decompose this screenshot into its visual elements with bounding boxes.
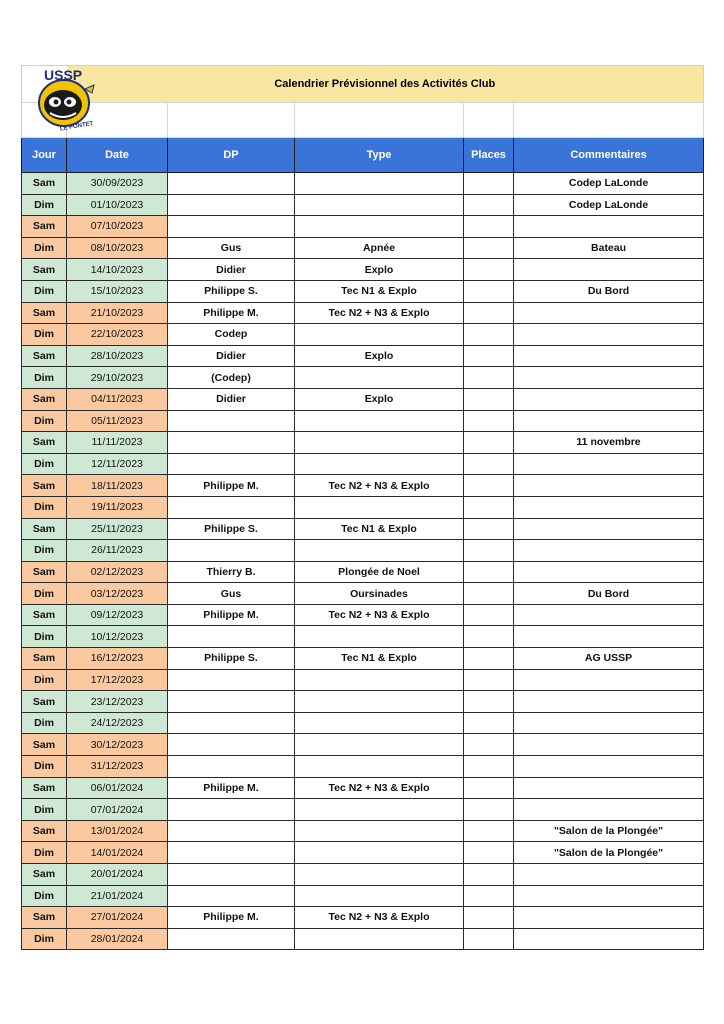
date-cell: 27/01/2024 (67, 907, 168, 929)
type-cell: Apnée (295, 237, 464, 259)
date-cell: 06/01/2024 (67, 777, 168, 799)
day-cell: Dim (22, 410, 67, 432)
dp-cell: Philippe M. (168, 907, 295, 929)
day-cell: Dim (22, 237, 67, 259)
dp-cell (168, 756, 295, 778)
dp-cell (168, 820, 295, 842)
table-row (22, 648, 704, 670)
comment-cell (514, 324, 704, 346)
comment-cell (514, 561, 704, 583)
places-cell (464, 475, 514, 497)
spacer-cell (295, 103, 464, 138)
table-row (22, 669, 704, 691)
comment-cell (514, 453, 704, 475)
dp-cell (168, 194, 295, 216)
dp-cell: Philippe M. (168, 475, 295, 497)
comment-cell (514, 669, 704, 691)
places-cell (464, 237, 514, 259)
comment-cell: Du Bord (514, 583, 704, 605)
type-cell (295, 496, 464, 518)
table-row (22, 691, 704, 713)
type-cell: Tec N1 & Explo (295, 648, 464, 670)
places-cell (464, 669, 514, 691)
dp-cell (168, 799, 295, 821)
table-row (22, 734, 704, 756)
type-cell (295, 928, 464, 950)
date-cell: 13/01/2024 (67, 820, 168, 842)
type-cell (295, 324, 464, 346)
dp-cell (168, 626, 295, 648)
day-cell: Dim (22, 928, 67, 950)
places-cell (464, 648, 514, 670)
day-cell: Sam (22, 302, 67, 324)
date-cell: 02/12/2023 (67, 561, 168, 583)
day-cell: Sam (22, 907, 67, 929)
date-cell: 21/10/2023 (67, 302, 168, 324)
dp-cell: Gus (168, 583, 295, 605)
comment-cell (514, 626, 704, 648)
date-cell: 20/01/2024 (67, 864, 168, 886)
date-cell: 30/12/2023 (67, 734, 168, 756)
logo-title-text: USSP (44, 67, 83, 83)
dp-cell (168, 669, 295, 691)
logo-cell (22, 66, 94, 133)
comment-cell (514, 345, 704, 367)
places-cell (464, 173, 514, 195)
comment-cell (514, 799, 704, 821)
comment-cell (514, 302, 704, 324)
dp-cell (168, 410, 295, 432)
day-cell: Dim (22, 194, 67, 216)
places-cell (464, 928, 514, 950)
type-cell: Tec N2 + N3 & Explo (295, 604, 464, 626)
type-cell: Explo (295, 388, 464, 410)
table-row (22, 432, 704, 454)
comment-cell (514, 540, 704, 562)
date-cell: 01/10/2023 (67, 194, 168, 216)
date-cell: 17/12/2023 (67, 669, 168, 691)
dp-cell (168, 712, 295, 734)
date-cell: 07/10/2023 (67, 216, 168, 238)
date-cell: 05/11/2023 (67, 410, 168, 432)
day-cell: Dim (22, 324, 67, 346)
dp-cell: Philippe M. (168, 604, 295, 626)
dp-cell (168, 842, 295, 864)
type-cell: Tec N1 & Explo (295, 518, 464, 540)
type-cell (295, 216, 464, 238)
date-cell: 26/11/2023 (67, 540, 168, 562)
table-row (22, 712, 704, 734)
day-cell: Sam (22, 345, 67, 367)
type-cell: Tec N2 + N3 & Explo (295, 907, 464, 929)
comment-cell: AG USSP (514, 648, 704, 670)
day-cell: Dim (22, 367, 67, 389)
places-cell (464, 432, 514, 454)
type-cell (295, 734, 464, 756)
date-cell: 08/10/2023 (67, 237, 168, 259)
date-cell: 14/10/2023 (67, 259, 168, 281)
comment-cell (514, 734, 704, 756)
table-row (22, 518, 704, 540)
table-row (22, 928, 704, 950)
day-cell: Dim (22, 756, 67, 778)
type-cell (295, 799, 464, 821)
dp-cell: Didier (168, 388, 295, 410)
type-cell (295, 173, 464, 195)
table-row (22, 799, 704, 821)
type-cell: Tec N2 + N3 & Explo (295, 475, 464, 497)
col-header-places: Places (464, 138, 514, 173)
places-cell (464, 194, 514, 216)
comment-cell: "Salon de la Plongée" (514, 842, 704, 864)
comment-cell: Du Bord (514, 280, 704, 302)
day-cell: Dim (22, 280, 67, 302)
date-cell: 10/12/2023 (67, 626, 168, 648)
comment-cell (514, 885, 704, 907)
dp-cell: Thierry B. (168, 561, 295, 583)
dp-cell: Philippe S. (168, 518, 295, 540)
day-cell: Sam (22, 691, 67, 713)
comment-cell (514, 518, 704, 540)
table-row (22, 388, 704, 410)
places-cell (464, 453, 514, 475)
day-cell: Sam (22, 173, 67, 195)
comment-cell: Codep LaLonde (514, 173, 704, 195)
col-header-type: Type (295, 138, 464, 173)
table-row (22, 302, 704, 324)
comment-cell: "Salon de la Plongée" (514, 820, 704, 842)
comment-cell (514, 388, 704, 410)
table-row (22, 345, 704, 367)
type-cell (295, 540, 464, 562)
day-cell: Dim (22, 842, 67, 864)
day-cell: Sam (22, 216, 67, 238)
day-cell: Sam (22, 259, 67, 281)
table-row (22, 259, 704, 281)
type-cell (295, 820, 464, 842)
comment-cell (514, 259, 704, 281)
comment-cell (514, 475, 704, 497)
table-row (22, 280, 704, 302)
date-cell: 18/11/2023 (67, 475, 168, 497)
comment-cell (514, 604, 704, 626)
comment-cell (514, 777, 704, 799)
table-row (22, 604, 704, 626)
places-cell (464, 799, 514, 821)
comment-cell (514, 496, 704, 518)
day-cell: Dim (22, 453, 67, 475)
comment-cell: Codep LaLonde (514, 194, 704, 216)
logo-subtitle-text: LE PONTET (59, 120, 94, 133)
date-cell: 31/12/2023 (67, 756, 168, 778)
date-cell: 15/10/2023 (67, 280, 168, 302)
comment-cell (514, 410, 704, 432)
places-cell (464, 410, 514, 432)
table-row (22, 583, 704, 605)
day-cell: Dim (22, 540, 67, 562)
dp-cell (168, 496, 295, 518)
places-cell (464, 756, 514, 778)
club-logo (30, 67, 110, 133)
table-row (22, 324, 704, 346)
day-cell: Sam (22, 561, 67, 583)
places-cell (464, 518, 514, 540)
date-cell: 29/10/2023 (67, 367, 168, 389)
table-row (22, 626, 704, 648)
type-cell (295, 864, 464, 886)
comment-cell (514, 907, 704, 929)
type-cell: Tec N2 + N3 & Explo (295, 302, 464, 324)
places-cell (464, 496, 514, 518)
date-cell: 22/10/2023 (67, 324, 168, 346)
type-cell (295, 885, 464, 907)
table-row (22, 410, 704, 432)
comment-cell (514, 712, 704, 734)
day-cell: Sam (22, 518, 67, 540)
places-cell (464, 712, 514, 734)
title-row (22, 66, 704, 103)
day-cell: Dim (22, 885, 67, 907)
type-cell (295, 756, 464, 778)
table-row (22, 496, 704, 518)
date-cell: 19/11/2023 (67, 496, 168, 518)
type-cell (295, 432, 464, 454)
dp-cell (168, 928, 295, 950)
places-cell (464, 777, 514, 799)
day-cell: Dim (22, 626, 67, 648)
comment-cell (514, 928, 704, 950)
table-row (22, 777, 704, 799)
places-cell (464, 324, 514, 346)
dp-cell (168, 734, 295, 756)
type-cell: Explo (295, 345, 464, 367)
places-cell (464, 367, 514, 389)
places-cell (464, 280, 514, 302)
col-header-dp: DP (168, 138, 295, 173)
places-cell (464, 885, 514, 907)
date-cell: 25/11/2023 (67, 518, 168, 540)
day-cell: Sam (22, 604, 67, 626)
table-row (22, 907, 704, 929)
type-cell: Plongée de Noel (295, 561, 464, 583)
table-row (22, 540, 704, 562)
date-cell: 21/01/2024 (67, 885, 168, 907)
date-cell: 30/09/2023 (67, 173, 168, 195)
type-cell (295, 669, 464, 691)
table-row (22, 237, 704, 259)
col-header-commentaires: Commentaires (514, 138, 704, 173)
spacer-cell (464, 103, 514, 138)
day-cell: Sam (22, 648, 67, 670)
day-cell: Dim (22, 799, 67, 821)
dp-cell (168, 540, 295, 562)
type-cell (295, 626, 464, 648)
comment-cell (514, 864, 704, 886)
date-cell: 23/12/2023 (67, 691, 168, 713)
table-row (22, 820, 704, 842)
type-cell: Tec N2 + N3 & Explo (295, 777, 464, 799)
day-cell: Sam (22, 734, 67, 756)
day-cell: Sam (22, 432, 67, 454)
comment-cell (514, 216, 704, 238)
table-row (22, 561, 704, 583)
activities-table (21, 65, 704, 950)
dp-cell: Philippe S. (168, 280, 295, 302)
table-row (22, 756, 704, 778)
dp-cell (168, 885, 295, 907)
date-cell: 28/10/2023 (67, 345, 168, 367)
places-cell (464, 302, 514, 324)
places-cell (464, 604, 514, 626)
table-body (22, 173, 704, 950)
spacer-cell (514, 103, 704, 138)
column-header-row (22, 138, 704, 173)
date-cell: 11/11/2023 (67, 432, 168, 454)
date-cell: 07/01/2024 (67, 799, 168, 821)
places-cell (464, 583, 514, 605)
date-cell: 24/12/2023 (67, 712, 168, 734)
comment-cell (514, 691, 704, 713)
places-cell (464, 540, 514, 562)
places-cell (464, 216, 514, 238)
type-cell (295, 367, 464, 389)
date-cell: 28/01/2024 (67, 928, 168, 950)
table-row (22, 453, 704, 475)
comment-cell (514, 756, 704, 778)
sheet-title: Calendrier Prévisionnel des Activités Club (67, 66, 704, 103)
table-row (22, 864, 704, 886)
date-cell: 03/12/2023 (67, 583, 168, 605)
dp-cell: Philippe M. (168, 777, 295, 799)
dp-cell (168, 173, 295, 195)
type-cell (295, 712, 464, 734)
dp-cell (168, 432, 295, 454)
type-cell (295, 410, 464, 432)
table-row (22, 173, 704, 195)
dp-cell (168, 453, 295, 475)
places-cell (464, 626, 514, 648)
places-cell (464, 561, 514, 583)
day-cell: Sam (22, 777, 67, 799)
day-cell: Dim (22, 496, 67, 518)
dp-cell (168, 216, 295, 238)
places-cell (464, 842, 514, 864)
places-cell (464, 907, 514, 929)
table-row (22, 216, 704, 238)
date-cell: 16/12/2023 (67, 648, 168, 670)
dp-cell (168, 691, 295, 713)
places-cell (464, 259, 514, 281)
type-cell (295, 194, 464, 216)
day-cell: Sam (22, 864, 67, 886)
dp-cell (168, 864, 295, 886)
date-cell: 12/11/2023 (67, 453, 168, 475)
type-cell (295, 842, 464, 864)
col-header-date: Date (67, 138, 168, 173)
table-row (22, 367, 704, 389)
day-cell: Dim (22, 583, 67, 605)
places-cell (464, 820, 514, 842)
type-cell: Oursinades (295, 583, 464, 605)
places-cell (464, 691, 514, 713)
places-cell (464, 388, 514, 410)
type-cell (295, 453, 464, 475)
comment-cell: Bateau (514, 237, 704, 259)
date-cell: 09/12/2023 (67, 604, 168, 626)
table-row (22, 475, 704, 497)
dp-cell: Didier (168, 345, 295, 367)
day-cell: Sam (22, 388, 67, 410)
dp-cell: Philippe M. (168, 302, 295, 324)
date-cell: 04/11/2023 (67, 388, 168, 410)
places-cell (464, 864, 514, 886)
type-cell (295, 691, 464, 713)
places-cell (464, 345, 514, 367)
col-header-jour: Jour (22, 138, 67, 173)
dp-cell: Gus (168, 237, 295, 259)
calendar-sheet (21, 65, 703, 950)
day-cell: Dim (22, 712, 67, 734)
comment-cell: 11 novembre (514, 432, 704, 454)
spacer-row (22, 103, 704, 138)
day-cell: Sam (22, 475, 67, 497)
table-row (22, 885, 704, 907)
table-row (22, 194, 704, 216)
type-cell: Explo (295, 259, 464, 281)
dp-cell: Philippe S. (168, 648, 295, 670)
type-cell: Tec N1 & Explo (295, 280, 464, 302)
dp-cell: Codep (168, 324, 295, 346)
spacer-cell (168, 103, 295, 138)
dp-cell: (Codep) (168, 367, 295, 389)
day-cell: Sam (22, 820, 67, 842)
table-row (22, 842, 704, 864)
places-cell (464, 734, 514, 756)
date-cell: 14/01/2024 (67, 842, 168, 864)
comment-cell (514, 367, 704, 389)
dp-cell: Didier (168, 259, 295, 281)
day-cell: Dim (22, 669, 67, 691)
